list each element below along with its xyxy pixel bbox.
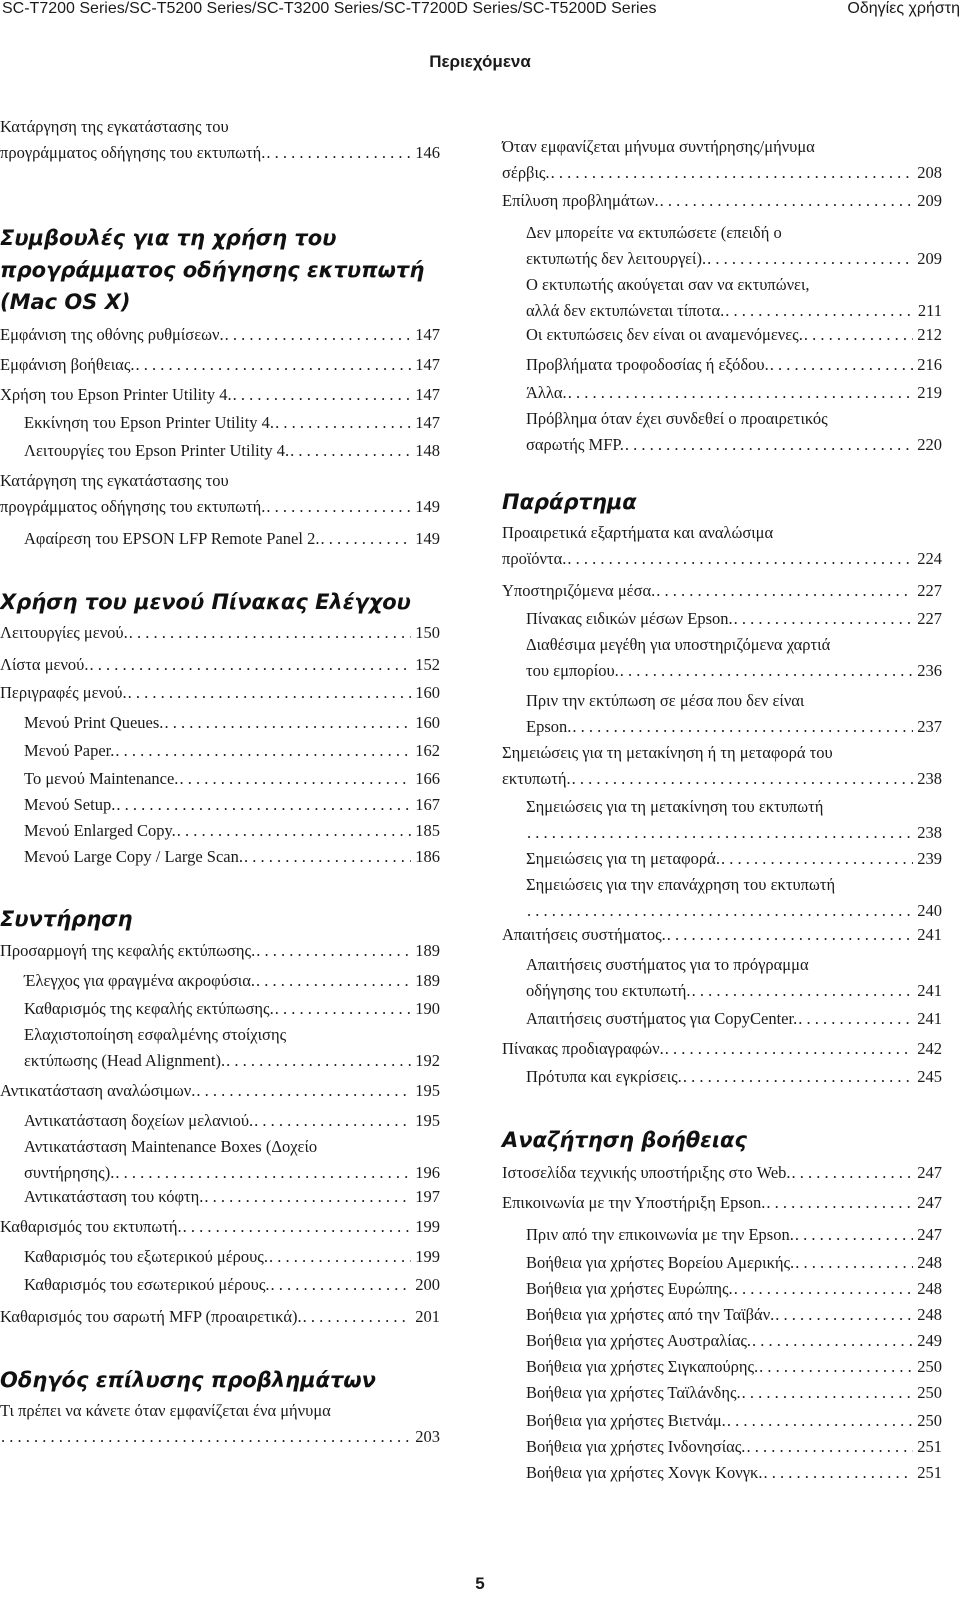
toc-entry[interactable] <box>0 114 440 166</box>
toc-entry-title: Μενού Print Queues. <box>24 713 164 732</box>
toc-entry-title: Πίνακας προδιαγραφών. <box>502 1039 664 1058</box>
toc-entry-title: προγράμματος οδήγησης του εκτυπωτή. <box>0 497 266 516</box>
toc-subentry[interactable] <box>0 792 440 818</box>
dot-leader <box>665 1036 913 1062</box>
toc-entry-title: Απαιτήσεις συστήματος. <box>502 925 666 944</box>
toc-page-number: 192 <box>415 1051 440 1070</box>
toc-page-number: 248 <box>917 1305 942 1324</box>
dot-leader <box>795 1222 913 1248</box>
toc-subentry[interactable] <box>0 1108 440 1134</box>
toc-entry-title-line: Απαιτήσεις συστήματος για το πρόγραμμα <box>526 955 809 974</box>
toc-page-number: 147 <box>415 413 440 432</box>
toc-page-number: 147 <box>415 355 440 374</box>
dot-leader <box>269 1244 411 1270</box>
dot-leader <box>742 1380 913 1406</box>
toc-subentry[interactable] <box>502 1222 942 1248</box>
dot-leader <box>256 968 411 994</box>
toc-page-number: 251 <box>917 1437 942 1456</box>
toc-page-number: 160 <box>415 713 440 732</box>
toc-entry-title-line: Αντικατάσταση Maintenance Boxes (Δοχείο <box>24 1137 318 1156</box>
dot-leader <box>683 1064 913 1090</box>
toc-page-number: 219 <box>917 383 942 402</box>
dot-leader <box>244 844 411 870</box>
toc-entry-title: Απαιτήσεις συστήματος για CopyCenter. <box>526 1009 798 1028</box>
toc-page-number: 195 <box>415 1081 440 1100</box>
toc-subentry[interactable] <box>0 738 440 764</box>
dot-leader <box>129 620 411 646</box>
toc-entry[interactable] <box>502 188 942 214</box>
toc-section-heading-line: Παράρτημα <box>502 490 637 514</box>
toc-subentry[interactable] <box>502 220 942 272</box>
toc-page-number: 220 <box>917 435 942 454</box>
toc-entry[interactable] <box>502 922 942 948</box>
toc-entry-title-line: Σημειώσεις για την επανάχρηση του εκτυπωτή <box>526 875 836 894</box>
toc-page-number: 248 <box>917 1279 942 1298</box>
toc-page-number: 195 <box>415 1111 440 1130</box>
toc-entry-title: Epson. <box>526 717 572 736</box>
dot-leader <box>572 766 913 792</box>
toc-section-heading <box>0 222 440 318</box>
toc-page-number: 250 <box>917 1357 942 1376</box>
dot-leader <box>770 352 913 378</box>
running-header <box>0 0 960 24</box>
toc-page-number: 147 <box>415 385 440 404</box>
dot-leader <box>707 246 913 272</box>
dot-leader <box>567 546 913 572</box>
toc-subentry[interactable] <box>502 952 942 1004</box>
toc-page-number: 209 <box>917 249 942 268</box>
dot-leader <box>196 1078 411 1104</box>
toc-subentry[interactable] <box>502 1328 942 1354</box>
dot-leader <box>734 606 913 632</box>
toc-entry-title: Βοήθεια για χρήστες Βορείου Αμερικής. <box>526 1253 795 1272</box>
toc-entry-title: Έλεγχος για φραγμένα ακροφύσια. <box>24 971 255 990</box>
toc-entry[interactable] <box>502 1160 942 1186</box>
toc-entry-title-line: Τι πρέπει να κάνετε όταν εμφανίζεται ένα μήνυμα <box>0 1401 331 1420</box>
dot-leader <box>183 1214 411 1240</box>
toc-entry-title: αλλά δεν εκτυπώνεται τίποτα. <box>526 301 725 320</box>
dot-leader <box>527 898 913 924</box>
toc-page-number: 241 <box>917 1009 942 1028</box>
toc-entry-title: Άλλα. <box>526 383 567 402</box>
toc-section-heading-line: (Mac OS X) <box>0 290 131 314</box>
toc-section-heading <box>0 1364 440 1396</box>
dot-leader <box>792 1160 913 1186</box>
toc-entry-title: Αντικατάσταση του κόφτη. <box>24 1187 204 1206</box>
toc-page-number: 242 <box>917 1039 942 1058</box>
toc-subentry[interactable] <box>502 272 942 324</box>
toc-page-number: 190 <box>415 999 440 1018</box>
toc-entry[interactable] <box>0 322 440 348</box>
dot-leader <box>766 1190 913 1216</box>
toc-entry-title: Πριν από την επικοινωνία με την Epson. <box>526 1225 794 1244</box>
toc-section-heading <box>0 903 440 935</box>
toc-entry[interactable] <box>0 1214 440 1240</box>
toc-entry-title: οδήγησης του εκτυπωτή. <box>526 981 691 1000</box>
toc-entry-title: Λειτουργίες του Epson Printer Utility 4. <box>24 441 290 460</box>
toc-page-number: 216 <box>917 355 942 374</box>
toc-entry-title: Αντικατάσταση δοχείων μελανιού. <box>24 1111 254 1130</box>
dot-leader <box>303 1304 411 1330</box>
toc-entry-title: Αφαίρεση του EPSON LFP Remote Panel 2. <box>24 529 320 548</box>
dot-leader <box>692 978 913 1004</box>
toc-page-number: 227 <box>917 581 942 600</box>
toc-section-heading <box>502 486 942 518</box>
toc-page-number: 211 <box>917 301 942 320</box>
toc-page-number: 152 <box>415 655 440 674</box>
toc-entry-title: Βοήθεια για χρήστες Ταϊλάνδης. <box>526 1383 741 1402</box>
toc-entry-title: Εμφάνιση της οθόνης ρυθμίσεων. <box>0 325 224 344</box>
dot-leader <box>115 738 411 764</box>
toc-subentry[interactable] <box>0 968 440 994</box>
toc-entry-title: Ιστοσελίδα τεχνικής υποστήριξης στο Web. <box>502 1163 791 1182</box>
toc-entry-title: Καθαρισμός της κεφαλής εκτύπωσης. <box>24 999 274 1018</box>
dot-leader <box>271 1272 412 1298</box>
dot-leader <box>290 438 411 464</box>
toc-subentry[interactable] <box>0 766 440 792</box>
toc-subentry[interactable] <box>0 818 440 844</box>
toc-entry-title-line: Δεν μπορείτε να εκτυπώσετε (επειδή ο <box>526 223 782 242</box>
dot-leader <box>275 410 411 436</box>
toc-page-number: 240 <box>917 901 942 920</box>
dot-leader <box>179 766 411 792</box>
dot-leader <box>116 792 411 818</box>
toc-subentry[interactable] <box>502 1460 942 1486</box>
toc-subentry[interactable] <box>0 1244 440 1270</box>
dot-leader <box>759 1354 913 1380</box>
toc-page-number: 167 <box>415 795 440 814</box>
toc-entry[interactable] <box>502 1036 942 1062</box>
toc-subentry[interactable] <box>502 1408 942 1434</box>
toc-page-number: 149 <box>415 529 440 548</box>
toc-subentry[interactable] <box>502 1250 942 1276</box>
toc-page-number: 149 <box>415 497 440 516</box>
toc-entry[interactable] <box>0 1398 440 1450</box>
dot-leader <box>625 432 913 458</box>
toc-entry-title: Λίστα μενού. <box>0 655 89 674</box>
toc-entry-title-line: Σημειώσεις για τη μετακίνηση του εκτυπωτή <box>526 797 824 816</box>
toc-page-number: 238 <box>917 823 942 842</box>
toc-subentry[interactable] <box>502 406 942 458</box>
toc-entry-title: Πίνακας ειδικών μέσων Epson. <box>526 609 733 628</box>
toc-entry-title: Βοήθεια για χρήστες Βιετνάμ. <box>526 1411 726 1430</box>
toc-entry-title: προγράμματος οδήγησης του εκτυπωτή. <box>0 143 266 162</box>
toc-page-number: 189 <box>415 971 440 990</box>
dot-leader <box>804 322 913 348</box>
toc-page-number: 224 <box>917 549 942 568</box>
toc-subentry[interactable] <box>502 322 942 348</box>
toc-page-number: 196 <box>415 1163 440 1182</box>
toc-entry-title-line: Ελαχιστοποίηση εσφαλμένης στοίχισης <box>24 1025 287 1044</box>
toc-section-heading-line: προγράμματος οδήγησης εκτυπωτή <box>0 258 425 282</box>
toc-entry-title: Προβλήματα τροφοδοσίας ή εξόδου. <box>526 355 769 374</box>
toc-subentry[interactable] <box>502 1302 942 1328</box>
toc-entry[interactable] <box>502 134 942 186</box>
toc-entry-title: Το μενού Maintenance. <box>24 769 179 788</box>
dot-leader <box>128 680 411 706</box>
toc-entry-title: Περιγραφές μενού. <box>0 683 127 702</box>
toc-subentry[interactable] <box>0 1184 440 1210</box>
toc-subentry[interactable] <box>502 1276 942 1302</box>
toc-page-number: 245 <box>917 1067 942 1086</box>
toc-entry-title: Βοήθεια για χρήστες Ευρώπης. <box>526 1279 733 1298</box>
toc-page-number: 147 <box>415 325 440 344</box>
toc-entry[interactable] <box>0 1304 440 1330</box>
toc-page-number: 146 <box>415 143 440 162</box>
toc-page-number: 199 <box>415 1247 440 1266</box>
toc-entry-title: Καθαρισμός του εσωτερικού μέρους. <box>24 1275 270 1294</box>
dot-leader <box>551 160 913 186</box>
toc-entry[interactable] <box>0 1078 440 1104</box>
toc-page-number: 237 <box>917 717 942 736</box>
toc-entry-title: Βοήθεια για χρήστες από την Ταϊβάν. <box>526 1305 775 1324</box>
toc-subentry[interactable] <box>502 352 942 378</box>
toc-entry-title: Λειτουργίες μενού. <box>0 623 128 642</box>
toc-page-number: 160 <box>415 683 440 702</box>
toc-entry-title: Σημειώσεις για τη μεταφορά. <box>526 849 720 868</box>
dot-leader <box>727 1408 913 1434</box>
toc-entry[interactable] <box>0 382 440 408</box>
toc-page-number: 250 <box>917 1383 942 1402</box>
toc-page-number: 250 <box>917 1411 942 1430</box>
toc-entry-title: Καθαρισμός του εξωτερικού μέρους. <box>24 1247 268 1266</box>
toc-page-number: 201 <box>415 1307 440 1326</box>
toc-page-number: 166 <box>415 769 440 788</box>
toc-subentry[interactable] <box>0 844 440 870</box>
toc-entry-title: Βοήθεια για χρήστες Χονγκ Κονγκ. <box>526 1463 763 1482</box>
dot-leader <box>721 846 913 872</box>
toc-subentry[interactable] <box>502 1380 942 1406</box>
toc-entry[interactable] <box>502 740 942 792</box>
dot-leader <box>226 1048 411 1074</box>
toc-subentry[interactable] <box>0 1134 440 1186</box>
toc-subentry[interactable] <box>0 710 440 736</box>
dot-leader <box>798 1006 913 1032</box>
toc-entry-title: Επικοινωνία με την Υποστήριξη Epson. <box>502 1193 766 1212</box>
toc-section-heading <box>502 1124 942 1156</box>
toc-subentry[interactable] <box>502 1434 942 1460</box>
dot-leader <box>266 494 411 520</box>
toc-entry-title: Εκκίνηση του Epson Printer Utility 4. <box>24 413 275 432</box>
toc-page-number: 200 <box>415 1275 440 1294</box>
dot-leader <box>164 710 411 736</box>
toc-entry-title: συντήρησης). <box>24 1163 115 1182</box>
toc-page-number: 199 <box>415 1217 440 1236</box>
dot-leader <box>256 938 411 964</box>
toc-section-heading-line: Συμβουλές για τη χρήση του <box>0 226 337 250</box>
dot-leader <box>89 652 411 678</box>
dot-leader <box>233 382 411 408</box>
toc-entry-title-line: Πριν την εκτύπωση σε μέσα που δεν είναι <box>526 691 805 710</box>
dot-leader <box>763 1460 913 1486</box>
toc-entry-title: Καθαρισμός του σαρωτή MFP (προαιρετικά). <box>0 1307 302 1326</box>
toc-page-number: 150 <box>415 623 440 642</box>
toc-entry-title-line: Όταν εμφανίζεται μήνυμα συντήρησης/μήνυμα <box>502 137 815 156</box>
toc-page-number: 203 <box>415 1427 440 1446</box>
toc-page-number: 227 <box>917 609 942 628</box>
toc-entry-title: Επίλυση προβλημάτων. <box>502 191 659 210</box>
dot-leader <box>136 352 412 378</box>
toc-entry-title: Μενού Paper. <box>24 741 115 760</box>
dot-leader <box>177 818 411 844</box>
toc-entry-title-line: Διαθέσιμα μεγέθη για υποστηριζόμενα χαρτιά <box>526 635 831 654</box>
toc-entry-title: Προσαρμογή της κεφαλής εκτύπωσης. <box>0 941 256 960</box>
toc-subentry[interactable] <box>0 438 440 464</box>
product-series-title: SC-T7200 Series/SC-T5200 Series/SC-T3200 Series/SC-T7200D Series/SC-T5200D Series <box>2 0 657 17</box>
toc-entry-title: σαρωτής MFP. <box>526 435 624 454</box>
toc-subentry[interactable] <box>502 846 942 872</box>
dot-leader <box>275 996 411 1022</box>
toc-page-number: 209 <box>917 191 942 210</box>
dot-leader <box>568 380 913 406</box>
dot-leader <box>795 1250 913 1276</box>
toc-entry-title: Μενού Enlarged Copy. <box>24 821 176 840</box>
toc-entry-title: Βοήθεια για χρήστες Αυστραλίας. <box>526 1331 752 1350</box>
toc-entry-title: Πρότυπα και εγκρίσεις. <box>526 1067 682 1086</box>
toc-page-number: 249 <box>917 1331 942 1350</box>
toc-entry-title-line: Πρόβλημα όταν έχει συνδεθεί ο προαιρετικός <box>526 409 828 428</box>
toc-subentry[interactable] <box>0 410 440 436</box>
dot-leader <box>320 526 411 552</box>
toc-entry-title: Αντικατάσταση αναλώσιμων. <box>0 1081 196 1100</box>
toc-entry-title: Καθαρισμός του εκτυπωτή. <box>0 1217 182 1236</box>
toc-subentry[interactable] <box>502 872 942 924</box>
toc-entry[interactable] <box>0 620 440 646</box>
toc-entry[interactable] <box>0 652 440 678</box>
toc-entry-title: Μενού Large Copy / Large Scan. <box>24 847 243 866</box>
toc-page-number: 247 <box>917 1193 942 1212</box>
toc-entry-title: σέρβις. <box>502 163 550 182</box>
toc-section-heading <box>0 586 440 618</box>
toc-entry-title: του εμπορίου. <box>526 661 619 680</box>
toc-subentry[interactable] <box>502 1064 942 1090</box>
toc-entry[interactable] <box>502 520 942 572</box>
dot-leader <box>660 188 913 214</box>
toc-entry-title: εκτύπωσης (Head Alignment). <box>24 1051 226 1070</box>
toc-entry-title: εκτυπωτή. <box>502 769 571 788</box>
toc-page-number: 236 <box>917 661 942 680</box>
dot-leader <box>725 298 913 324</box>
toc-page-number: 247 <box>917 1163 942 1182</box>
toc-section-heading-line: Αναζήτηση βοήθειας <box>502 1128 747 1152</box>
dot-leader <box>1 1424 411 1450</box>
dot-leader <box>667 922 913 948</box>
toc-page-number: 186 <box>415 847 440 866</box>
toc-entry-title-line: Κατάργηση της εγκατάστασης του <box>0 471 229 490</box>
toc-page-number: 162 <box>415 741 440 760</box>
toc-entry[interactable] <box>502 578 942 604</box>
toc-entry-title: Χρήση του Epson Printer Utility 4. <box>0 385 232 404</box>
toc-section-heading-line: Συντήρηση <box>0 907 133 931</box>
toc-entry-title: προϊόντα. <box>502 549 567 568</box>
dot-leader <box>746 1434 913 1460</box>
toc-subentry[interactable] <box>502 1354 942 1380</box>
toc-page-number: 251 <box>917 1463 942 1482</box>
toc-subentry[interactable] <box>502 1006 942 1032</box>
toc-page-number: 208 <box>917 163 942 182</box>
toc-page-number: 239 <box>917 849 942 868</box>
toc-entry[interactable] <box>502 1190 942 1216</box>
toc-page-number: 248 <box>917 1253 942 1272</box>
toc-subentry[interactable] <box>0 526 440 552</box>
section-title: Περιεχόμενα <box>429 52 531 71</box>
dot-leader <box>204 1184 411 1210</box>
guide-title: Οδηγίες χρήστη <box>847 0 960 17</box>
dot-leader <box>254 1108 411 1134</box>
toc-subentry[interactable] <box>0 996 440 1022</box>
toc-entry-title: Βοήθεια για χρήστες Σιγκαπούρης. <box>526 1357 759 1376</box>
toc-entry-title-line: Σημειώσεις για τη μετακίνηση ή τη μεταφορά του <box>502 743 833 762</box>
toc-entry[interactable] <box>0 680 440 706</box>
toc-subentry[interactable] <box>0 1022 440 1074</box>
dot-leader <box>775 1302 913 1328</box>
toc-subentry[interactable] <box>502 632 942 684</box>
toc-page-number: 238 <box>917 769 942 788</box>
toc-entry[interactable] <box>0 352 440 378</box>
toc-page-number: 197 <box>415 1187 440 1206</box>
toc-entry-title-line: Ο εκτυπωτής ακούγεται σαν να εκτυπώνει, <box>526 275 810 294</box>
toc-subentry[interactable] <box>502 380 942 406</box>
toc-entry-title: Βοήθεια για χρήστες Ινδονησίας. <box>526 1437 746 1456</box>
toc-entry-title: Εμφάνιση βοήθειας. <box>0 355 135 374</box>
toc-subentry[interactable] <box>0 1272 440 1298</box>
dot-leader <box>527 820 913 846</box>
dot-leader <box>572 714 913 740</box>
toc-subentry[interactable] <box>502 688 942 740</box>
dot-leader <box>225 322 411 348</box>
dot-leader <box>115 1160 411 1186</box>
toc-page-number: 189 <box>415 941 440 960</box>
toc-entry-title: Υποστηριζόμενα μέσα. <box>502 581 656 600</box>
toc-entry-title-line: Κατάργηση της εγκατάστασης του <box>0 117 229 136</box>
dot-leader <box>656 578 913 604</box>
toc-entry-title: εκτυπωτής δεν λειτουργεί). <box>526 249 707 268</box>
toc-section-heading-line: Οδηγός επίλυσης προβλημάτων <box>0 1368 376 1392</box>
toc-entry-title: Οι εκτυπώσεις δεν είναι οι αναμενόμενες. <box>526 325 803 344</box>
toc-page-number: 241 <box>917 925 942 944</box>
dot-leader <box>734 1276 913 1302</box>
toc-page-number: 247 <box>917 1225 942 1244</box>
toc-page-number: 148 <box>415 441 440 460</box>
toc-page-number: 185 <box>415 821 440 840</box>
dot-leader <box>752 1328 913 1354</box>
toc-entry-title-line: Προαιρετικά εξαρτήματα και αναλώσιμα <box>502 523 774 542</box>
toc-subentry[interactable] <box>502 606 942 632</box>
toc-subentry[interactable] <box>502 794 942 846</box>
toc-entry[interactable] <box>0 938 440 964</box>
toc-section-heading-line: Χρήση του μενού Πίνακας Ελέγχου <box>0 590 411 614</box>
dot-leader <box>620 658 913 684</box>
page-number: 5 <box>475 1574 485 1593</box>
toc-entry[interactable] <box>0 468 440 520</box>
dot-leader <box>266 140 411 166</box>
toc-entry-title: Μενού Setup. <box>24 795 116 814</box>
toc-page-number: 212 <box>917 325 942 344</box>
toc-page-number: 241 <box>917 981 942 1000</box>
